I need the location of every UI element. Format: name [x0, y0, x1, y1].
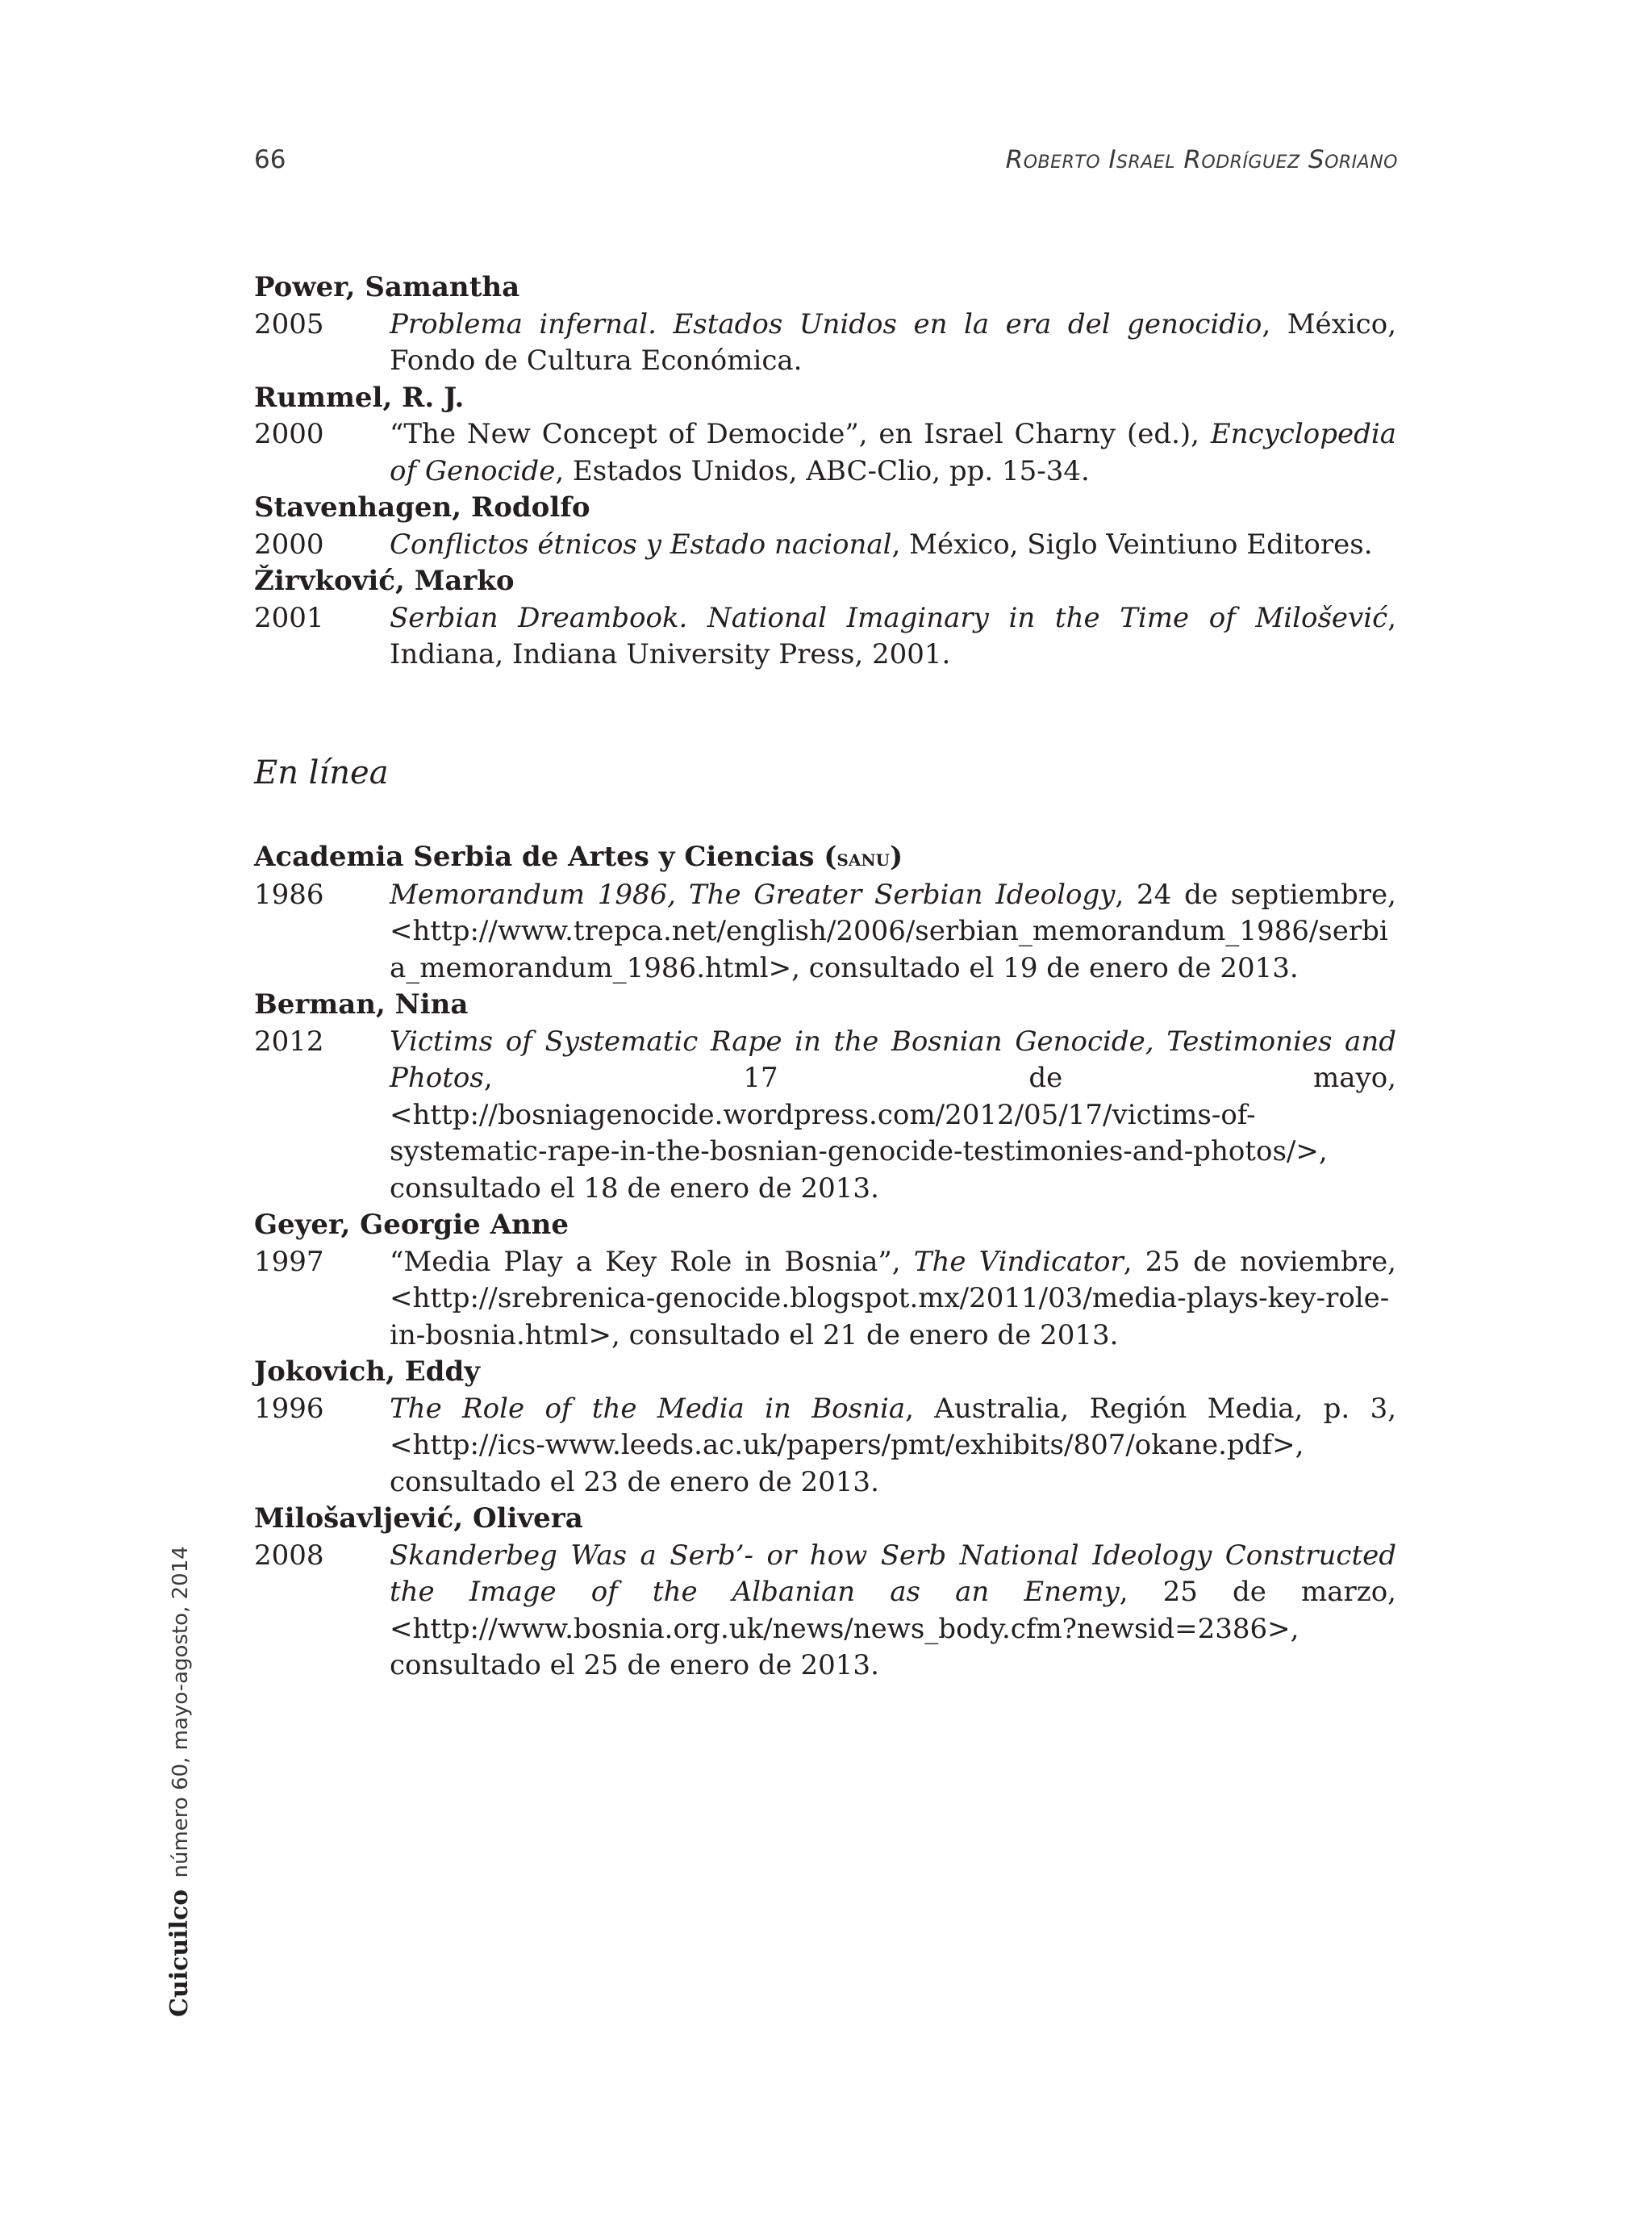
reference-details: , Indiana, Indiana University Press, 2001.	[390, 601, 1396, 670]
reference-article: “Media Play a Key Role in Bosnia”,	[390, 1245, 914, 1278]
reference-entry	[254, 1244, 1396, 1355]
reference-author: Žirvković, Marko	[254, 565, 515, 597]
journal-logo: Cuicuilco	[165, 1889, 194, 2017]
reference-details: , 17 de mayo, <http://bosniagenocide.wordpress.com/2012/05/17/victims-of-systematic-rape-in-the-bosnian-genocide-testimonies-and-photos/>, consultado el 18 de enero de 2013.	[390, 1062, 1396, 1205]
reference-entry	[254, 1391, 1396, 1501]
reference-title: Victims of Systematic Rape in the Bosnian Genocide, Testimonies and Photos	[390, 1025, 1396, 1094]
reference-author: Milošavljević, Olivera	[254, 1502, 583, 1535]
reference-details: , 25 de noviembre, <http://srebrenica-genocide.blogspot.mx/2011/03/media-plays-key-role-in-bosnia.html>, consultado el 21 de enero de 2013.	[390, 1245, 1396, 1351]
reference-author	[254, 839, 1396, 877]
reference-item	[254, 380, 1396, 491]
reference-title: Memorandum 1986, The Greater Serbian Ideology	[390, 878, 1116, 911]
page-number: 66	[254, 145, 286, 174]
reference-year: 1996	[254, 1392, 324, 1425]
online-references	[254, 839, 1396, 1685]
reference-author-close: )	[890, 841, 903, 873]
reference-item	[254, 490, 1396, 563]
reference-entry	[254, 600, 1396, 674]
running-head: Roberto Israel Rodríguez Soriano	[1005, 145, 1398, 174]
reference-year: 2000	[254, 528, 324, 561]
reference-author: Geyer, Georgie Anne	[254, 1209, 569, 1241]
reference-item	[254, 563, 1396, 674]
reference-item	[254, 1354, 1396, 1501]
reference-entry	[254, 1538, 1396, 1685]
reference-author: Stavenhagen, Rodolfo	[254, 491, 590, 524]
reference-year: 1997	[254, 1245, 324, 1278]
print-references	[254, 269, 1396, 674]
reference-entry	[254, 877, 1396, 988]
reference-entry	[254, 416, 1396, 490]
reference-year: 2000	[254, 418, 324, 450]
reference-author: Jokovich, Eddy	[254, 1355, 480, 1388]
reference-item	[254, 839, 1396, 987]
reference-year: 1986	[254, 878, 324, 911]
reference-item	[254, 987, 1396, 1207]
reference-details: , Estados Unidos, ABC-Clio, pp. 15-34.	[555, 454, 1090, 487]
reference-author: Power, Samantha	[254, 271, 520, 303]
reference-author: Berman, Nina	[254, 988, 469, 1021]
reference-author-acronym: sanu	[836, 844, 891, 871]
reference-title: Conflictos étnicos y Estado nacional	[390, 528, 892, 561]
journal-issue: número 60, mayo-agosto, 2014	[169, 1546, 193, 1878]
reference-details: , 24 de septiembre, <http://www.trepca.net/english/2006/serbian_memorandum_1986/serbia_memorandum_1986.html>, consultado el 19 de enero de 2013.	[390, 878, 1396, 984]
reference-title: Skanderbeg Was a Serb’- or how Serb National Ideology Constructed the Image of the Albanian as an Enemy	[390, 1539, 1396, 1608]
reference-item	[254, 1501, 1396, 1685]
journal-footer	[165, 1546, 194, 2017]
reference-author: Rummel, R. J.	[254, 381, 465, 414]
section-title-online: En línea	[254, 754, 389, 791]
reference-chapter: “The New Concept of Democide”, en Israel Charny (ed.),	[390, 418, 1211, 450]
reference-entry	[254, 1024, 1396, 1208]
reference-title: Problema infernal. Estados Unidos en la era del genocidio	[390, 307, 1262, 340]
reference-details: , México, Siglo Veintiuno Editores.	[891, 528, 1373, 561]
reference-details: , Australia, Región Media, p. 3, <http://ics-www.leeds.ac.uk/papers/pmt/exhibits/807/okane.pdf>, consultado el 23 de enero de 2013.	[390, 1392, 1397, 1498]
reference-year: 2005	[254, 307, 324, 340]
reference-title: The Role of the Media in Bosnia	[390, 1392, 906, 1425]
reference-year: 2001	[254, 601, 324, 634]
reference-details: , México, Fondo de Cultura Económica.	[390, 307, 1396, 377]
reference-entry	[254, 527, 1396, 564]
reference-details: , 25 de marzo, <http://www.bosnia.org.uk/news/news_body.cfm?newsid=2386>, consultado el 25 de enero de 2013.	[390, 1576, 1396, 1681]
reference-item	[254, 1207, 1396, 1354]
reference-title: The Vindicator	[913, 1245, 1124, 1278]
reference-entry	[254, 307, 1396, 380]
reference-year: 2012	[254, 1025, 324, 1058]
reference-year: 2008	[254, 1539, 324, 1572]
page-header	[254, 145, 1398, 186]
reference-title: Serbian Dreambook. National Imaginary in the Time of Milošević	[390, 601, 1388, 634]
reference-title: Encyclopedia of Genocide	[390, 418, 1396, 487]
reference-author-name: Academia Serbia de Artes y Ciencias (	[254, 841, 837, 873]
reference-item	[254, 269, 1396, 380]
